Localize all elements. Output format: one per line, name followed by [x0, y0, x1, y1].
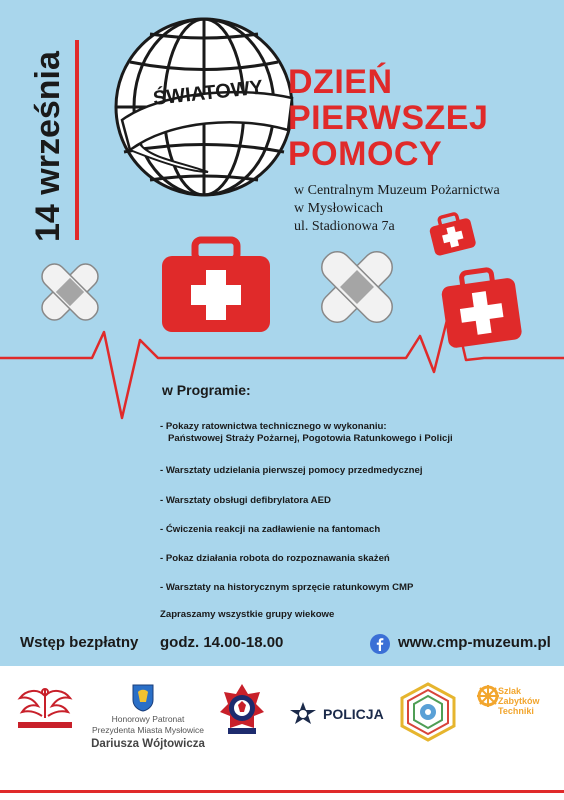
event-title — [288, 64, 488, 172]
patron-caption — [88, 714, 208, 736]
myslowice-coat-of-arms-icon — [132, 684, 154, 712]
patron-caption-line-1: Honorowy Patronat — [111, 714, 185, 724]
patron-caption-line-2: Prezydenta Miasta Mysłowice — [92, 725, 204, 735]
bottom-divider — [0, 790, 564, 793]
banner-word: ŚWIATOWY — [152, 76, 265, 110]
date-accent-bar — [75, 40, 79, 240]
police-label: POLICJA — [323, 706, 384, 722]
title-line-2: PIERWSZEJ — [288, 99, 489, 137]
venue-line-2: w Mysłowicach — [294, 201, 384, 216]
opening-hours: godz. 14.00-18.00 — [160, 634, 284, 651]
website-link[interactable]: www.cmp-muzeum.pl — [398, 634, 551, 651]
program-item-1-continued: Państwowej Straży Pożarnej, Pogotowia Ratunkowego i Policji — [168, 433, 453, 444]
title-line-1: DZIEŃ — [288, 63, 393, 101]
police-star-icon — [290, 702, 316, 726]
szlak-label — [498, 686, 540, 716]
first-aid-kit-large-icon — [160, 236, 272, 334]
fire-service-emblem-icon — [218, 682, 266, 738]
program-item-4: - Ćwiczenia reakcji na zadławienie na fantomach — [160, 524, 381, 535]
title-line-3: POMOCY — [288, 135, 443, 173]
rescue-foundation-logo-icon — [396, 682, 460, 742]
patron-name: Dariusza Wójtowicza — [91, 738, 205, 750]
szlak-line-1: Szlak — [498, 686, 522, 696]
bandage-right-icon — [312, 242, 402, 332]
program-item-1: - Pokazy ratownictwa technicznego w wykonaniu: — [160, 421, 387, 432]
globe-icon — [100, 12, 300, 207]
szlak-line-3: Techniki — [498, 706, 534, 716]
program-item-3: - Warsztaty obsługi defibrylatora AED — [160, 495, 331, 506]
venue-line-3: ul. Stadionowa 7a — [294, 219, 395, 234]
program-heading: w Programie: — [162, 382, 251, 398]
program-item-5: - Pokaz działania robota do rozpoznawania skażeń — [160, 553, 390, 564]
museum-eagle-logo-icon — [14, 684, 76, 730]
program-item-6: - Warsztaty na historycznym sprzęcie ratunkowym CMP — [160, 582, 414, 593]
first-aid-kit-small-icon — [428, 212, 476, 256]
bandage-left-icon — [34, 256, 106, 328]
first-aid-kit-medium-icon — [440, 266, 522, 350]
facebook-icon[interactable] — [370, 634, 390, 654]
szlak-line-2: Zabytków — [498, 696, 540, 706]
event-date: 14 września — [29, 51, 67, 242]
venue-line-1: w Centralnym Muzeum Pożarnictwa — [294, 183, 500, 198]
program-invitation: Zapraszamy wszystkie grupy wiekowe — [160, 609, 335, 620]
program-item-2: - Warsztaty udzielania pierwszej pomocy przedmedycznej — [160, 465, 423, 476]
gear-wheel-icon — [476, 684, 500, 708]
free-entry: Wstęp bezpłatny — [20, 634, 139, 651]
